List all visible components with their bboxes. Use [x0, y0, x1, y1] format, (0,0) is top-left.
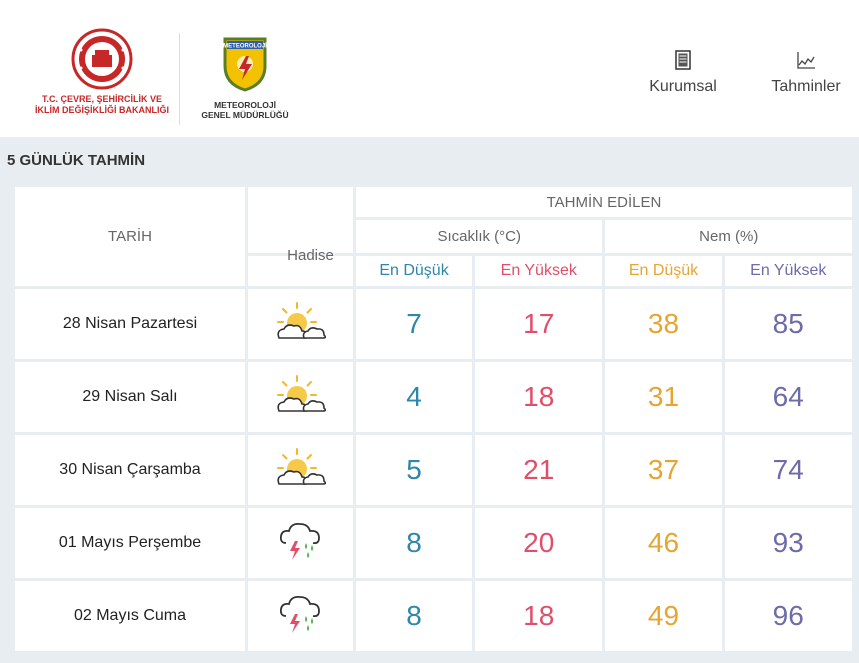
row-temp-max: 17 [475, 289, 602, 359]
row-event [248, 435, 353, 505]
col-event-header-top [248, 187, 353, 253]
ministry-name-line2: İKLİM DEĞİŞİKLİĞİ BAKANLIĞI [35, 105, 169, 115]
mgm-logo[interactable] [195, 36, 295, 120]
partly-cloudy-icon [273, 446, 329, 490]
logo-divider [179, 33, 180, 125]
row-hum-min: 38 [605, 289, 721, 359]
col-humidity-header: Nem (%) [605, 220, 852, 253]
forecast-row [15, 435, 852, 505]
mgm-badge-text: METEOROLOJİ [223, 43, 267, 50]
row-temp-max: 18 [475, 581, 602, 651]
ministry-name-line1: T.C. ÇEVRE, ŞEHİRCİLİK VE [41, 94, 163, 104]
row-hum-max: 96 [725, 581, 852, 651]
row-temp-min: 5 [356, 435, 472, 505]
row-hum-min: 31 [605, 362, 721, 432]
row-event [248, 581, 353, 651]
row-temp-min: 8 [356, 508, 472, 578]
row-event [248, 289, 353, 359]
row-date: 28 Nisan Pazartesi [15, 289, 245, 359]
row-hum-max: 64 [725, 362, 852, 432]
row-hum-max: 74 [725, 435, 852, 505]
forecast-row [15, 581, 852, 651]
row-temp-max: 18 [475, 362, 602, 432]
row-hum-min: 37 [605, 435, 721, 505]
ministry-logo[interactable] [22, 28, 182, 138]
mgm-name-line1: METEOROLOJİ [214, 100, 276, 110]
forecast-title: 5 GÜNLÜK TAHMİN [7, 152, 146, 169]
row-date: 29 Nisan Salı [15, 362, 245, 432]
row-hum-min: 46 [605, 508, 721, 578]
row-hum-max: 93 [725, 508, 852, 578]
mgm-shield-icon [222, 36, 268, 92]
col-temp-min-header: En Düşük [356, 256, 472, 286]
forecast-row [15, 508, 852, 578]
partly-cloudy-icon [273, 373, 329, 417]
col-date-header: TARİH [15, 187, 245, 286]
thunder-rain-icon [278, 592, 324, 636]
event-header-label: Hadise [287, 247, 334, 264]
nav-kurumsal-label: Kurumsal [649, 78, 717, 95]
col-hum-min-header: En Düşük [605, 256, 721, 286]
nav-tahminler[interactable] [759, 50, 853, 96]
col-temp-max-header: En Yüksek [475, 256, 602, 286]
row-date: 01 Mayıs Perşembe [15, 508, 245, 578]
nav-tahminler-label: Tahminler [771, 78, 841, 95]
forecast-row [15, 362, 852, 432]
row-temp-min: 7 [356, 289, 472, 359]
row-date: 30 Nisan Çarşamba [15, 435, 245, 505]
document-icon [675, 50, 691, 70]
row-date: 02 Mayıs Cuma [15, 581, 245, 651]
row-event [248, 508, 353, 578]
row-temp-max: 20 [475, 508, 602, 578]
row-hum-min: 49 [605, 581, 721, 651]
row-temp-max: 21 [475, 435, 602, 505]
nav-kurumsal[interactable] [640, 50, 726, 96]
forecast-section [0, 137, 859, 663]
mgm-name-line2: GENEL MÜDÜRLÜĞÜ [201, 110, 289, 120]
col-predicted-header: TAHMİN EDİLEN [356, 187, 852, 217]
chart-line-icon [796, 50, 816, 70]
row-event [248, 362, 353, 432]
row-hum-max: 85 [725, 289, 852, 359]
col-temp-header: Sıcaklık (°C) [356, 220, 602, 253]
forecast-table [12, 184, 855, 654]
col-hum-max-header: En Yüksek [725, 256, 852, 286]
row-temp-min: 8 [356, 581, 472, 651]
ministry-seal-icon [71, 28, 133, 90]
header [0, 0, 859, 137]
partly-cloudy-icon [273, 300, 329, 344]
forecast-row [15, 289, 852, 359]
thunder-rain-icon [278, 519, 324, 563]
row-temp-min: 4 [356, 362, 472, 432]
